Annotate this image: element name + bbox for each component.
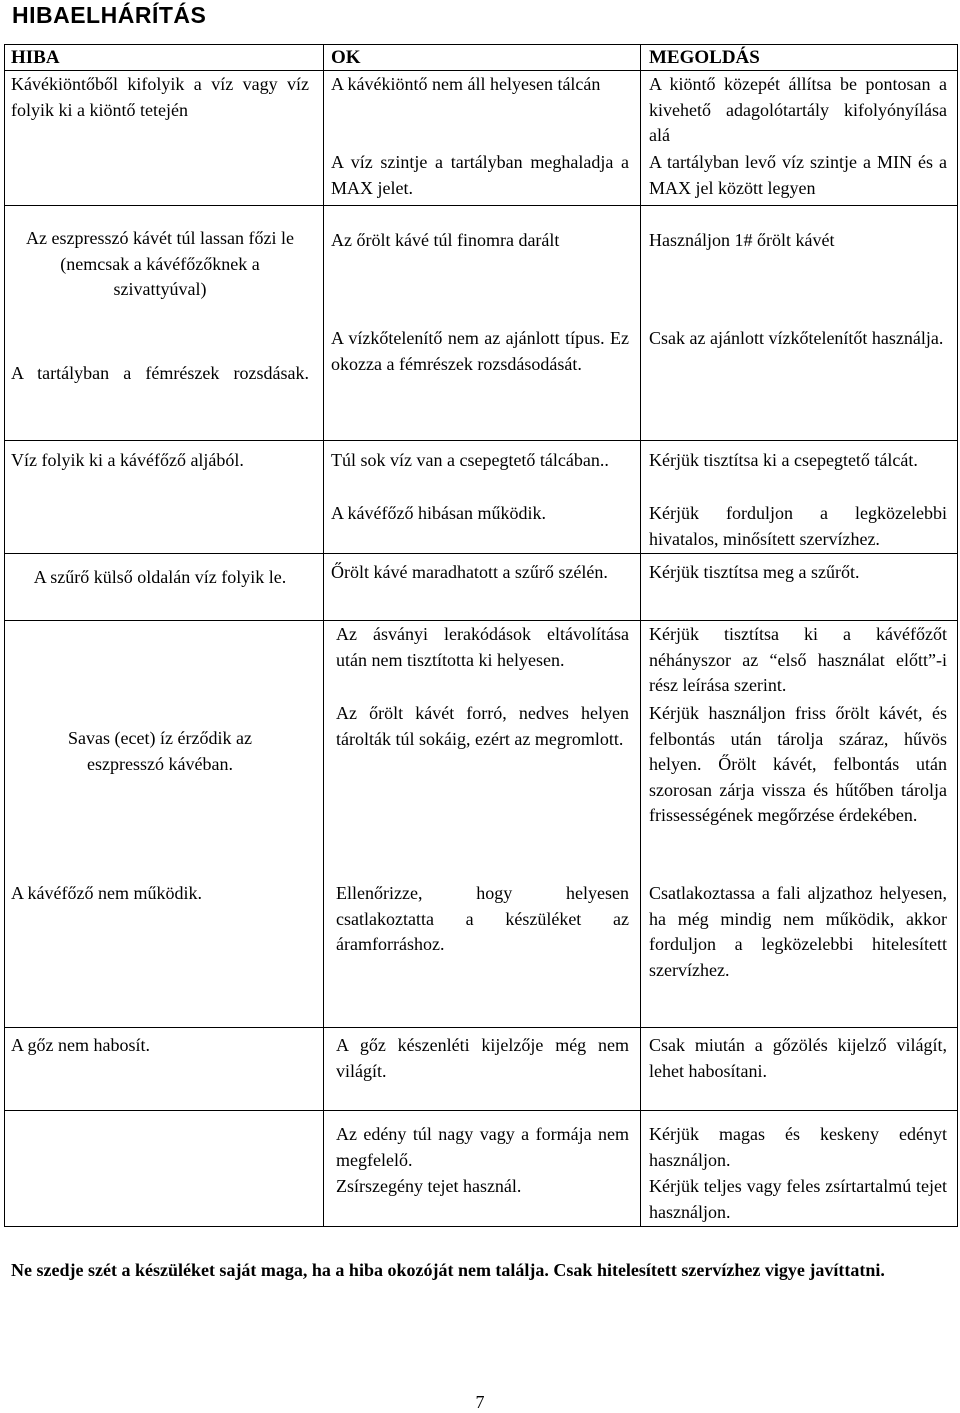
cause-cell: A víz szintje a tartályban meghaladja a MAX jelet.: [331, 152, 629, 198]
warning-note: Ne szedje szét a készüléket saját maga, ha a hiba okozóját nem találja. Csak hitelesített szervízhez vigye javíttatni.: [11, 1260, 885, 1280]
header-problem: HIBA: [11, 47, 60, 68]
cause-cell: Az őrölt kávét forró, nedves helyen tárolták túl sokáig, ezért az megromlott.: [336, 703, 629, 749]
column-divider: [323, 44, 324, 1227]
solution-cell: A tartályban levő víz szintje a MIN és a MAX jel között legyen: [649, 152, 947, 198]
cause-cell: A kávéfőző hibásan működik.: [331, 503, 546, 523]
page-number: 7: [475, 1392, 485, 1412]
solution-cell: Kérjük tisztítsa ki a csepegtető tálcát.: [649, 450, 918, 470]
problem-cell: Savas (ecet) íz érződik az eszpresszó kávéban.: [68, 728, 252, 774]
row-divider: [4, 1110, 958, 1111]
cause-cell: Az edény túl nagy vagy a formája nem megfelelő.: [336, 1124, 629, 1170]
solution-cell: Használjon 1# őrölt kávét: [649, 230, 835, 250]
row-divider: [4, 440, 958, 441]
problem-cell: A kávéfőző nem működik.: [11, 883, 202, 903]
cause-cell: Ellenőrizze, hogy helyesen csatlakoztatta a készüléket az áramforráshoz.: [336, 883, 629, 954]
page-title: HIBAELHÁRÍTÁS: [12, 2, 207, 28]
solution-cell: Kérjük forduljon a legközelebbi hivatalos, minősített szervízhez.: [649, 503, 947, 549]
cause-cell: Zsírszegény tejet használ.: [336, 1176, 522, 1196]
solution-cell: A kiöntő közepét állítsa be pontosan a kivehető adagolótartály kifolyónyílása alá: [649, 74, 947, 145]
solution-cell: Kérjük használjon friss őrölt kávét, és felbontás után tárolja száraz, hűvös helyen. Őrölt kávét, felbontás után szorosan zárja vissza és hűtőben tárolja frissességének megőrzése érdekében.: [649, 703, 947, 825]
cause-cell: A kávékiöntő nem áll helyesen tálcán: [331, 74, 601, 94]
cause-cell: Őrölt kávé maradhatott a szűrő szélén.: [331, 562, 608, 582]
solution-cell: Csak miután a gőzölés kijelző világít, lehet habosítani.: [649, 1035, 947, 1081]
header-solution: MEGOLDÁS: [649, 47, 760, 68]
cause-cell: A gőz készenléti kijelzője még nem világít.: [336, 1035, 629, 1081]
problem-cell: Víz folyik ki a kávéfőző aljából.: [11, 450, 244, 470]
solution-cell: Kérjük tisztítsa ki a kávéfőzőt néhányszor az “első használat előtt”-i rész leírása szerint.: [649, 624, 947, 695]
solution-cell: Csak az ajánlott vízkőtelenítőt használja.: [649, 328, 944, 348]
cause-cell: Túl sok víz van a csepegtető tálcában..: [331, 450, 609, 470]
problem-cell: A gőz nem habosít.: [11, 1035, 150, 1055]
solution-cell: Kérjük teljes vagy feles zsírtartalmú tejet használjon.: [649, 1176, 947, 1222]
column-divider: [640, 44, 641, 1227]
solution-cell: Kérjük tisztítsa meg a szűrőt.: [649, 562, 860, 582]
problem-cell: Az eszpresszó kávét túl lassan főzi le (nemcsak a kávéfőzőknek a szivattyúval): [26, 228, 294, 299]
row-divider: [4, 620, 958, 621]
row-divider: [4, 205, 958, 206]
row-divider: [4, 553, 958, 554]
row-divider: [4, 1027, 958, 1028]
problem-cell: A tartályban a fémrészek rozsdásak.: [11, 363, 309, 383]
header-cause: OK: [331, 47, 361, 68]
solution-cell: Csatlakoztassa a fali aljzathoz helyesen, ha még mindig nem működik, akkor forduljon a legközelebbi hitelesített szervízhez.: [649, 883, 947, 980]
solution-cell: Kérjük magas és keskeny edényt használjon.: [649, 1124, 947, 1170]
problem-cell: Kávékiöntőből kifolyik a víz vagy víz folyik ki a kiöntő tetején: [11, 74, 309, 120]
cause-cell: Az őrölt kávé túl finomra darált: [331, 230, 560, 250]
cause-cell: A vízkőtelenítő nem az ajánlott típus. Ez okozza a fémrészek rozsdásodását.: [331, 328, 629, 374]
problem-cell: A szűrő külső oldalán víz folyik le.: [33, 567, 287, 587]
cause-cell: Az ásványi lerakódások eltávolítása után nem tisztította ki helyesen.: [336, 624, 629, 670]
